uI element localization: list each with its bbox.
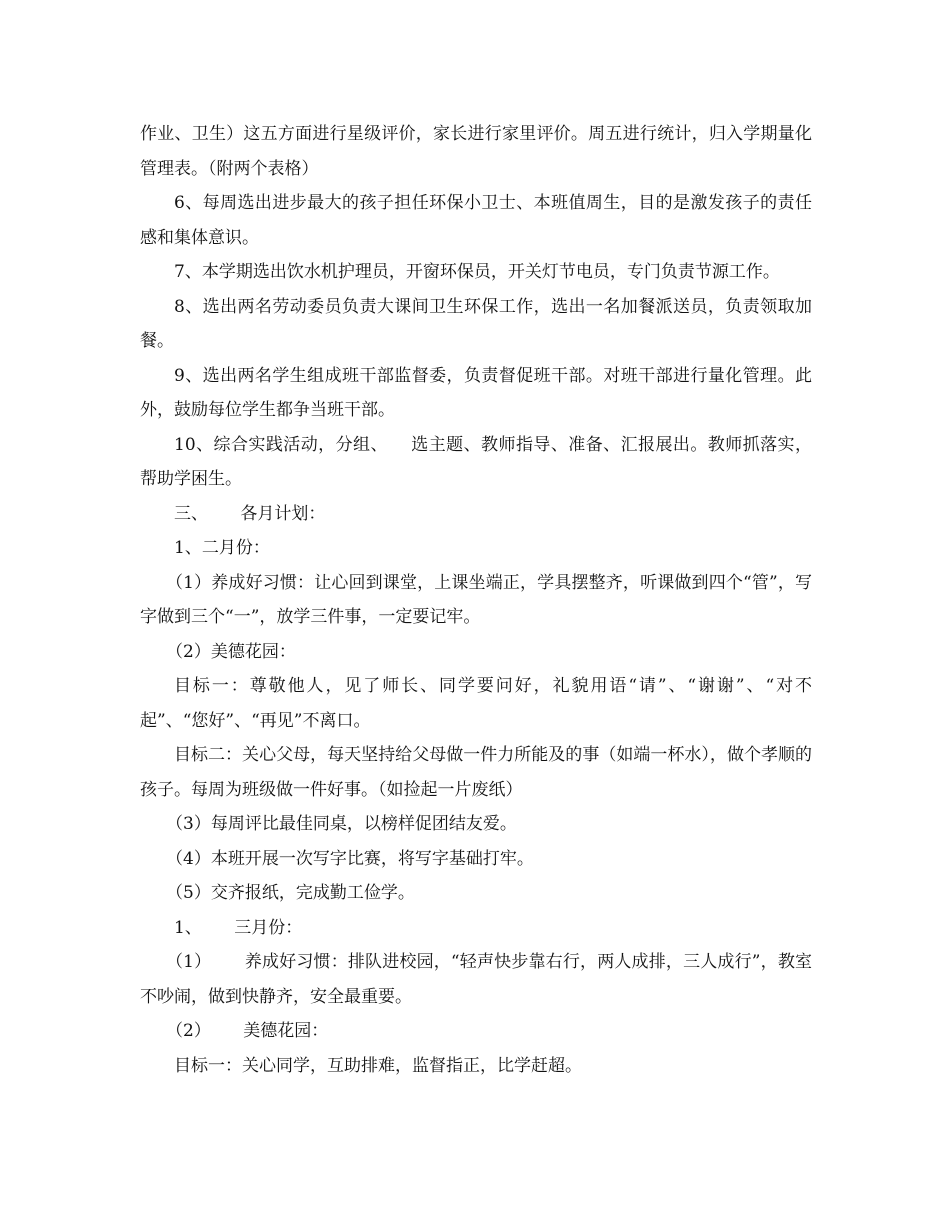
paragraph: （1）养成好习惯：让心回到课堂，上课坐端正，学具摆整齐，听课做到四个“管”，写字做到三个“一”，放学三件事，一定要记牢。 [140, 572, 812, 627]
paragraph: 作业、卫生）这五方面进行星级评价，家长进行家里评价。周五进行统计，归入学期量化管理表。（附两个表格） [140, 124, 812, 179]
paragraph: 目标二：关心父母，每天坚持给父母做一件力所能及的事（如端一杯水），做个孝顺的孩子。每周为班级做一件好事。（如捡起一片废纸） [140, 745, 812, 800]
paragraph: 目标一：关心同学，互助排难，监督指正，比学赶超。 [174, 1055, 582, 1076]
section-heading: 三、 各月计划： [174, 503, 326, 524]
paragraph: 7、本学期选出饮水机护理员，开窗环保员，开关灯节电员，专门负责节源工作。 [174, 262, 780, 282]
paragraph: （1） 养成好习惯：排队进校园，“轻声快步靠右行，两人成排，三人成行”，教室不吵闹，做到快静齐，安全最重要。 [140, 952, 812, 1007]
paragraph: 6、每周选出进步最大的孩子担任环保小卫士、本班值周生，目的是激发孩子的责任感和集体意识。 [140, 193, 812, 248]
document-body [140, 117, 812, 1083]
paragraph: （2）美德花园： [166, 641, 296, 662]
paragraph: 9、选出两名学生组成班干部监督委，负责督促班干部。对班干部进行量化管理。此外，鼓励每位学生都争当班干部。 [140, 365, 812, 420]
paragraph: （2） 美德花园： [166, 1021, 329, 1041]
paragraph: （4）本班开展一次写字比赛，将写字基础打牢。 [166, 848, 534, 869]
paragraph: 目标一：尊敬他人，见了师长、同学要问好，礼貌用语“请”、“谢谢”、“对不起”、“您好”、“再见”不离口。 [140, 676, 812, 731]
paragraph: 8、选出两名劳动委员负责大课间卫生环保工作，选出一名加餐派送员，负责领取加餐。 [140, 296, 812, 351]
paragraph: （3）每周评比最佳同桌，以榜样促团结友爱。 [166, 814, 517, 834]
paragraph: 10、综合实践活动，分组、 选主题、教师指导、准备、汇报展出。教师抓落实，帮助学困生。 [140, 434, 812, 489]
subsection-heading: 1、 三月份： [174, 917, 303, 938]
paragraph: （5）交齐报纸，完成勤工俭学。 [166, 883, 415, 903]
subsection-heading: 1、二月份： [174, 538, 270, 558]
